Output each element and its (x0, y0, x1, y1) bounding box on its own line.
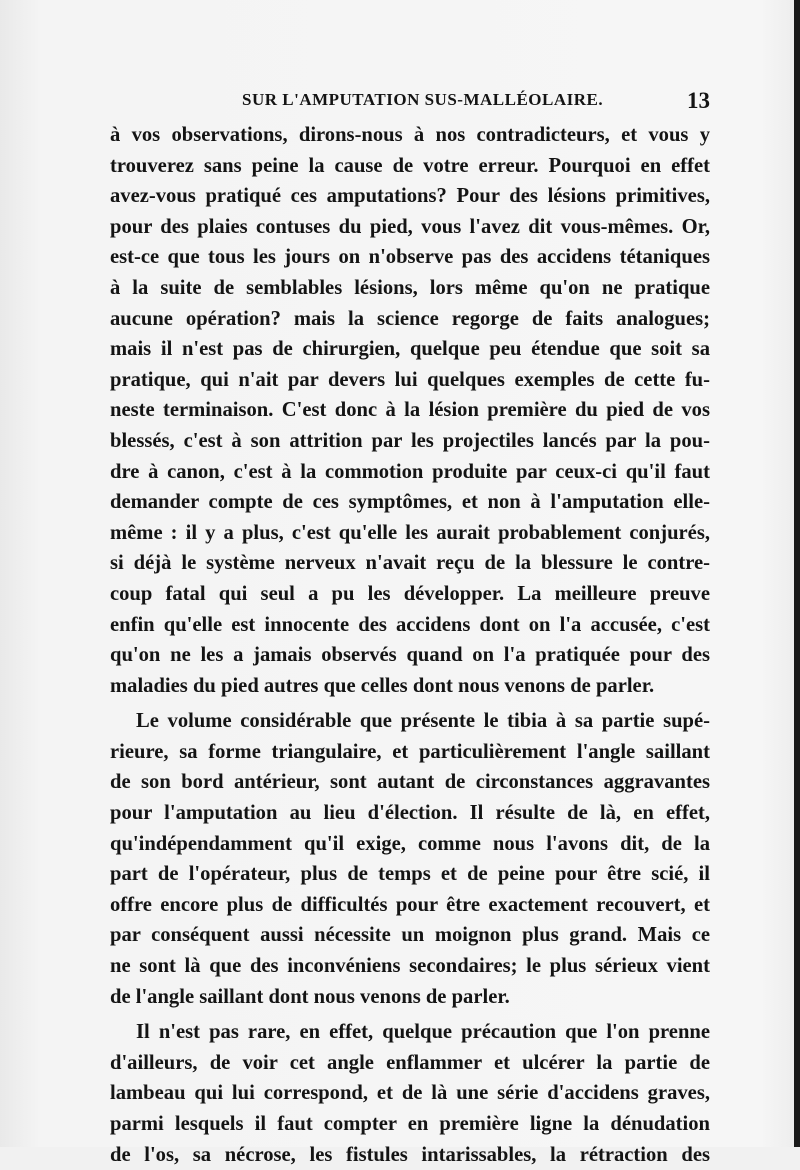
text-line: rieure, sa forme triangulaire, et particulièrement l'angle saillant (110, 740, 710, 763)
text-line: pour l'amputation au lieu d'élection. Il résulte de là, en effet, (110, 802, 710, 825)
text-line: dre à canon, c'est à la commotion produite par ceux-ci qu'il faut (110, 460, 710, 483)
text-line: neste terminaison. C'est donc à la lésion première du pied de vos (110, 399, 710, 422)
paragraph (110, 120, 710, 701)
text-line: qu'indépendamment qu'il exige, comme nous l'avons dit, de la (110, 832, 710, 855)
body-text (110, 120, 710, 1170)
text-line: mais il n'est pas de chirurgien, quelque peu étendue que soit sa (110, 338, 710, 361)
paragraph (110, 1017, 710, 1170)
text-line: part de l'opérateur, plus de temps et de peine pour être scié, il (110, 863, 710, 886)
text-line: pratique, qui n'ait par devers lui quelques exemples de cette fu- (110, 368, 710, 391)
text-line: de l'angle saillant dont nous venons de parler. (110, 985, 510, 1008)
text-line: demander compte de ces symptômes, et non à l'amputation elle- (110, 491, 710, 514)
text-line: Il n'est pas rare, en effet, quelque précaution que l'on prenne (136, 1021, 710, 1044)
text-line: coup fatal qui seul a pu les développer. La meilleure preuve (110, 582, 710, 605)
text-line: si déjà le système nerveux n'avait reçu de la blessure le contre- (110, 552, 710, 575)
text-line: d'ailleurs, de voir cet angle enflammer et ulcérer la partie de (110, 1051, 710, 1074)
text-line: ne sont là que des inconvéniens secondaires; le plus sérieux vient (110, 955, 710, 978)
paragraph (110, 706, 710, 1012)
text-line: de son bord antérieur, sont autant de circonstances aggravantes (110, 771, 710, 794)
page-edge-shadow (794, 0, 800, 1147)
text-line: maladies du pied autres que celles dont nous venons de parler. (110, 674, 655, 697)
text-line: à la suite de semblables lésions, lors même qu'on ne pratique (110, 276, 710, 299)
text-line: de l'os, sa nécrose, les fistules intarissables, la rétraction des (110, 1143, 710, 1166)
text-line: blessés, c'est à son attrition par les projectiles lancés par la pou- (110, 429, 710, 452)
text-line: à vos observations, dirons-nous à nos contradicteurs, et vous y (110, 124, 710, 146)
page-number: 13 (687, 88, 710, 113)
text-line: qu'on ne les a jamais observés quand on l'a pratiquée pour des (110, 644, 710, 667)
text-line: par conséquent aussi nécessite un moignon plus grand. Mais ce (110, 924, 710, 947)
text-line: même : il y a plus, c'est qu'elle les aurait probablement conjurés, (110, 521, 710, 544)
text-line: aucune opération? mais la science regorge de faits analogues; (110, 307, 710, 330)
text-line: lambeau qui lui correspond, et de là une série d'accidens graves, (110, 1082, 710, 1105)
text-line: enfin qu'elle est innocente des accidens dont on l'a accusée, c'est (110, 613, 710, 636)
text-line: avez-vous pratiqué ces amputations? Pour des lésions primitives, (110, 185, 710, 208)
text-line: parmi lesquels il faut compter en première ligne la dénudation (110, 1113, 710, 1135)
text-line: Le volume considérable que présente le tibia à sa partie supé- (136, 710, 710, 733)
text-line: est-ce que tous les jours on n'observe pas des accidens tétaniques (110, 246, 710, 269)
running-title: SUR L'AMPUTATION SUS-MALLÉOLAIRE. (242, 90, 604, 109)
running-head (110, 88, 710, 118)
text-line: offre encore plus de difficultés pour être exactement recouvert, et (110, 893, 710, 916)
text-line: trouverez sans peine la cause de votre erreur. Pourquoi en effet (110, 154, 710, 177)
text-line: pour des plaies contuses du pied, vous l'avez dit vous-mêmes. Or, (110, 215, 710, 238)
